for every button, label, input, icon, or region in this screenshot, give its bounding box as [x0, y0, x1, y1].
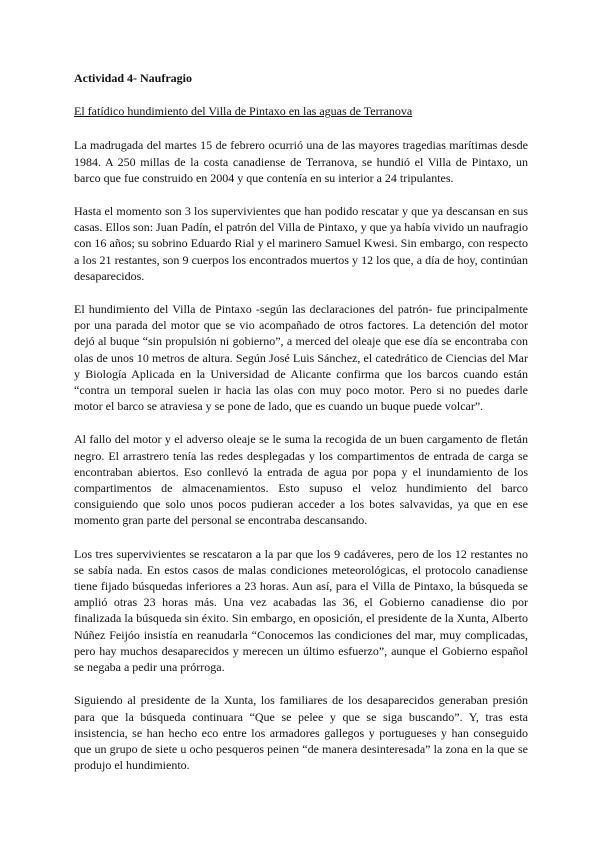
paragraph-survivors: Hasta el momento son 3 los supervivientes que han podido rescatar y que ya descansan en sus casas. Ellos son: Juan Padín, el patrón del Villa de Pintaxo, y que ya había vivido un naufragio con 16 años; su sobrino Eduardo Rial y el marinero Samuel Kwesi. Sin embargo, con respecto a los 21 restantes, son 9 cuerpos los encontrados muertos y 12 los que, a día de hoy, continúan desaparecidos.: [74, 204, 528, 283]
paragraph-families: Siguiendo al presidente de la Xunta, los familiares de los desaparecidos generaban presión para que la búsqueda continuara “Que se pelee y que se siga buscando”. Y, tras esta insistencia, se han hecho eco entre los armadores gallegos y portugueses y han conseguido que un grupo de siete u ocho pesqueros peinen “de manera desinteresada” la zona en la que se produjo el hundimiento.: [74, 693, 528, 773]
paragraph-intro: La madrugada del martes 15 de febrero ocurrió una de las mayores tragedias marítimas desde 1984. A 250 millas de la costa canadiense de Terranova, se hundió el Villa de Pintaxo, un barco que fue construido en 2004 y que contenía en su interior a 24 tripulantes.: [74, 138, 528, 185]
article-headline: El fatídico hundimiento del Villa de Pintaxo en las aguas de Terranova: [74, 104, 413, 119]
paragraph-search: Los tres supervivientes se rescataron a la par que los 9 cadáveres, pero de los 12 restantes no se sabía nada. En estos casos de malas condiciones meteorológicas, el protocolo canadiense tiene fijado búsquedas inferiores a 23 horas. Aun así, para el Villa de Pintaxo, la búsqueda se amplió otras 23 horas más. Una vez acabadas las 36, el Gobierno canadiense dio por finalizada la búsqueda sin éxito. Sin embargo, en oposición, el presidente de la Xunta, Alberto Núñez Feijóo insistía en reanudarla “Conocemos las condiciones del mar, muy complicadas, pero hay muchos desaparecidos y merecen un último esfuerzo”, aunque el Gobierno español se negaba a pedir una prórroga.: [74, 546, 528, 675]
paragraph-cargo: Al fallo del motor y el adverso oleaje se le suma la recogida de un buen cargamento de fletán negro. El arrastrero tenía las redes desplegadas y los compartimentos de entrada de carga se encontraban abiertos. Eso conllevó la entrada de agua por popa y el inundamiento de los compartimentos de almacenamientos. Esto supuso el veloz hundimiento del barco consiguiendo que solo unos pocos pudieran acceder a los botes salvavidas, ya que en ese momento gran parte del personal se encontraba descansando.: [74, 432, 528, 528]
document-body: [74, 70, 528, 790]
paragraph-causes: El hundimiento del Villa de Pintaxo -según las declaraciones del patrón- fue principalmente por una parada del motor que se vio acompañado de otros factores. La detención del motor dejó al buque “sin propulsión ni gobierno”, a merced del oleaje que ese día se encontraba con olas de unos 10 metros de altura. Según José Luis Sánchez, el catedrático de Ciencias del Mar y Biología Aplicada en la Universidad de Alicante confirma que los barcos cuando están “contra un temporal suelen ir hacia las olas con muy poco motor. Pero si no puedes darle motor el barco se atraviesa y se pone de lado, que es cuando un buque puede volcar”.: [74, 302, 528, 414]
document-title: Actividad 4- Naufragio: [74, 71, 192, 85]
